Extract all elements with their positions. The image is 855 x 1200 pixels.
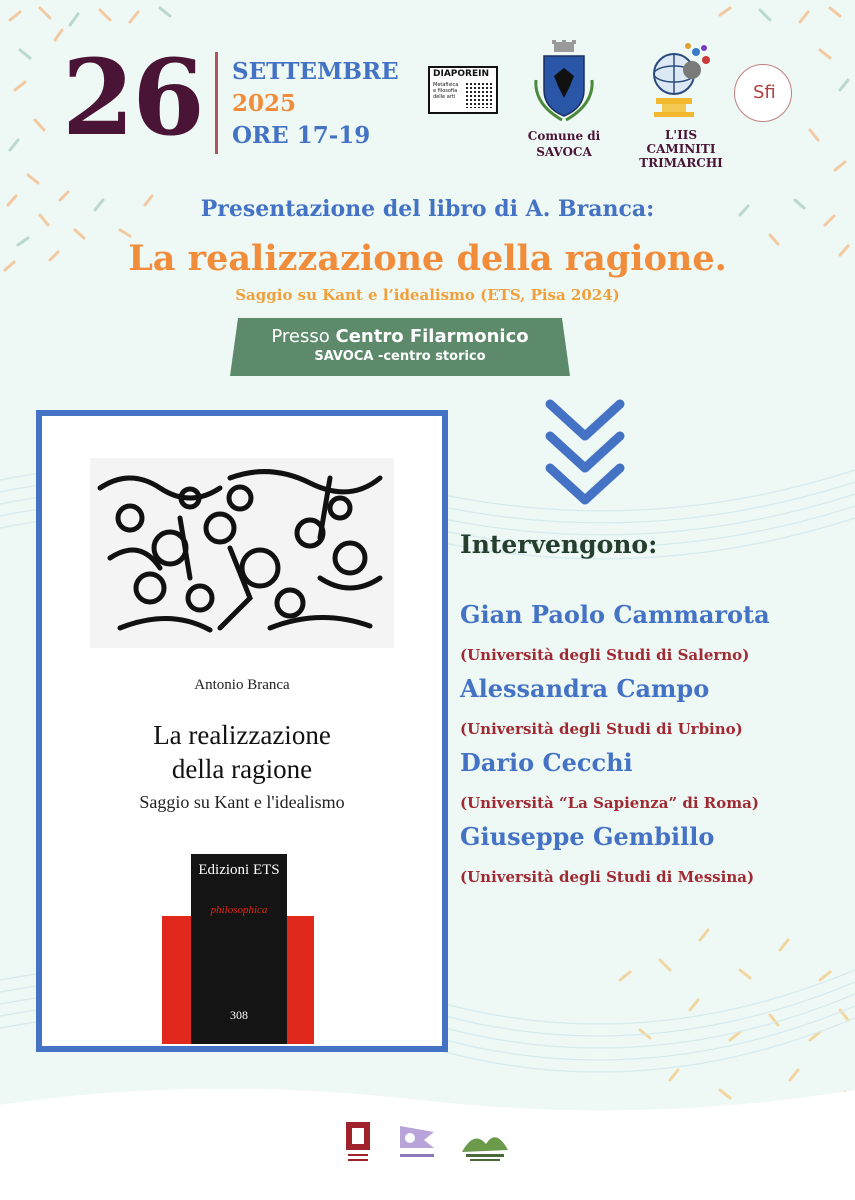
speaker-name: Gian Paolo Cammarota [460,600,770,629]
cover-series-number: 308 [230,1008,248,1022]
cover-author: Antonio Branca [194,677,290,693]
cover-title-line1: La realizzazione [153,720,331,750]
book-main-title: La realizzazione della ragione. [128,238,727,279]
cover-title-line2: della ragione [171,754,313,784]
villages-logo-icon [460,1124,510,1164]
speaker-affiliation: (Università degli Studi di Urbino) [460,720,743,738]
comune-label [526,128,602,160]
comune-line2: SAVOCA [536,145,592,159]
event-year: 2025 [232,90,297,117]
cover-subtitle: Saggio su Kant e l'idealismo [139,792,345,812]
iis-line1: L'IIS [664,128,697,142]
venue-prefix: Presso [271,326,330,347]
bandiera-lilla-icon [394,1122,440,1162]
iis-line2: CAMINITI [646,142,716,156]
diaporein-logo [428,66,498,114]
speaker-name: Giuseppe Gembillo [460,822,715,851]
cover-series: philosophica [210,904,268,916]
speaker-affiliation: (Università degli Studi di Salerno) [460,646,750,664]
cover-abstract-art [90,458,394,648]
speakers-heading: Intervengono: [460,530,658,559]
event-month: SETTEMBRE [232,58,399,85]
date-divider [215,52,218,154]
iis-globe-icon [644,40,718,120]
speaker-affiliation: (Università “La Sapienza” di Roma) [460,794,759,812]
cover-publisher: Edizioni ETS [198,862,280,878]
sfi-logo [734,64,792,122]
presentation-intro: Presentazione del libro di A. Branca: [200,196,655,222]
iis-line3: TRIMARCHI [639,156,723,170]
sfi-label: Sfi [753,82,776,103]
event-time: ORE 17-19 [232,122,371,149]
diaporein-tagline: Metafisica e filosofia delle arti [433,82,459,100]
cover-title [90,718,394,786]
savoca-crest-icon [528,40,600,126]
speaker-name: Dario Cecchi [460,748,633,777]
venue-name [230,326,570,347]
iis-label [636,128,726,170]
diaporein-dots [465,82,493,108]
chevron-down-icon [542,396,628,508]
book-subtitle-line: Saggio su Kant e l’idealismo (ETS, Pisa 2024) [235,286,620,304]
speaker-name: Alessandra Campo [460,674,710,703]
venue-name-bold: Centro Filarmonico [335,326,529,347]
borghi-logo-icon [346,1122,370,1166]
comune-line1: Comune di [527,129,601,143]
speaker-affiliation: (Università degli Studi di Messina) [460,868,755,886]
diaporein-name: DIAPOREIN [433,69,489,79]
venue-location: SAVOCA -centro storico [314,349,486,364]
event-day: 26 [62,36,203,159]
